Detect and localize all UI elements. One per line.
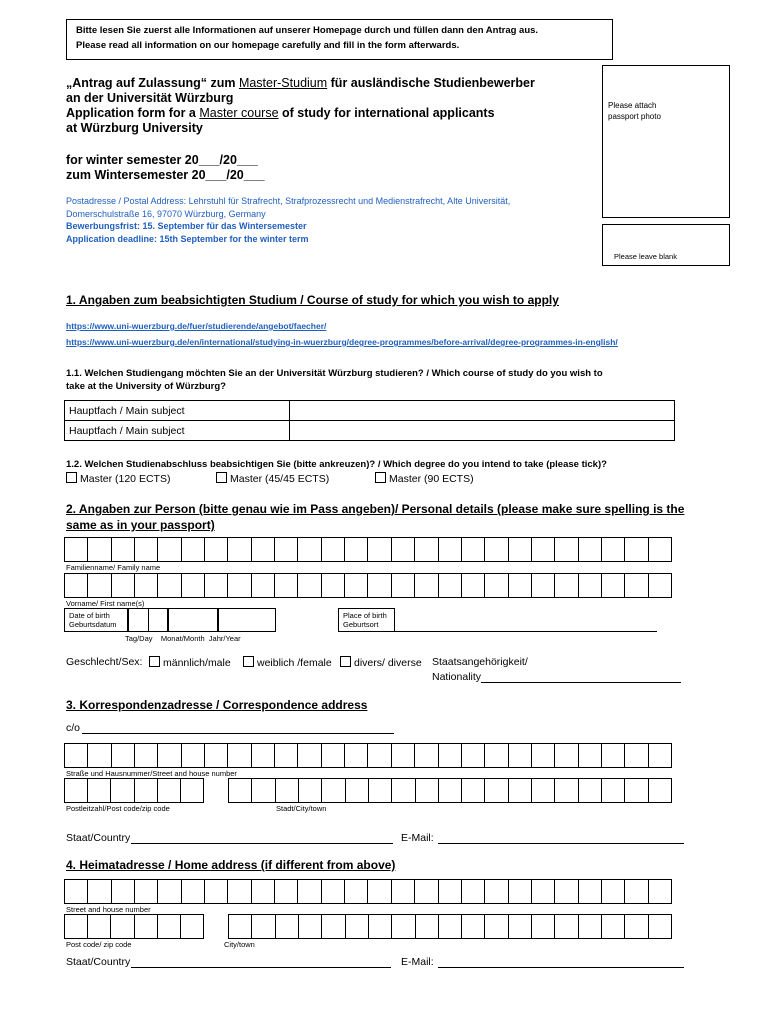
section2-heading: 2. Angaben zur Person (bitte genau wie im Pass angeben)/ Personal details (please make sure spelling is the same as in your passport) (66, 502, 685, 532)
subject-table (64, 400, 675, 441)
char-box[interactable] (509, 744, 532, 767)
char-box[interactable] (158, 538, 181, 561)
char-box[interactable] (252, 744, 275, 767)
char-box[interactable] (579, 880, 602, 903)
char-box[interactable] (392, 915, 415, 938)
char-box[interactable] (65, 779, 88, 802)
char-box[interactable] (649, 915, 671, 938)
nationality-field[interactable] (481, 682, 681, 683)
char-box[interactable] (392, 880, 415, 903)
city-label: Stadt/City/town (276, 804, 327, 813)
char-box[interactable] (625, 779, 648, 802)
char-box[interactable] (462, 880, 485, 903)
char-box[interactable] (135, 744, 158, 767)
char-box[interactable] (368, 574, 391, 597)
gender-diverse-option[interactable]: divers/ diverse (340, 656, 422, 669)
home-street-boxes[interactable] (64, 879, 672, 904)
dob-day-boxes[interactable] (128, 608, 168, 632)
char-box[interactable] (649, 574, 671, 597)
char-box[interactable] (252, 915, 275, 938)
char-box[interactable] (509, 779, 532, 802)
char-box[interactable] (111, 915, 134, 938)
char-box[interactable] (439, 574, 462, 597)
char-box[interactable] (462, 744, 485, 767)
char-box[interactable] (112, 574, 135, 597)
char-box[interactable] (625, 574, 648, 597)
char-box[interactable] (555, 538, 578, 561)
home-email-field[interactable] (438, 967, 684, 968)
subject-label: Hauptfach / Main subject (65, 401, 290, 421)
subject-label: Hauptfach / Main subject (65, 421, 290, 441)
char-box[interactable] (462, 915, 485, 938)
notice-english: Please read all information on our homepage carefully and fill in the form afterwards. (76, 40, 460, 51)
home-street-label: Street and house number (66, 905, 151, 914)
nationality-label-1: Staatsangehörigkeit/ (432, 656, 528, 668)
char-box[interactable] (298, 538, 321, 561)
city-boxes[interactable] (228, 778, 672, 803)
char-box[interactable] (275, 880, 298, 903)
char-box[interactable] (275, 574, 298, 597)
pob-label-box: Place of birth Geburtsort (338, 608, 395, 632)
char-box[interactable] (416, 915, 439, 938)
char-box[interactable] (392, 538, 415, 561)
char-box[interactable] (228, 574, 251, 597)
char-box[interactable] (88, 744, 111, 767)
char-box[interactable] (345, 744, 368, 767)
char-box[interactable] (181, 779, 203, 802)
char-box[interactable] (602, 744, 625, 767)
dob-month-boxes[interactable] (168, 608, 218, 632)
char-box[interactable] (252, 538, 275, 561)
question-1-2: 1.2. Welchen Studienabschluss beabsichtigen Sie (bitte ankreuzen)? / Which degree do you intend to take (please tick)? (66, 459, 607, 470)
char-box[interactable] (228, 880, 251, 903)
char-box[interactable] (462, 538, 485, 561)
form-title: „Antrag auf Zulassung“ zum Master-Studium für ausländische Studienbewerber an der Universität Würzburg Application form for a Master course of study for international applicants at Würzburg University (66, 76, 535, 135)
char-box[interactable] (625, 538, 648, 561)
section4-heading: 4. Heimatadresse / Home address (if different from above) (66, 858, 396, 872)
char-box[interactable] (485, 779, 508, 802)
street-boxes[interactable] (64, 743, 672, 768)
char-box[interactable] (485, 880, 508, 903)
char-box[interactable] (65, 744, 88, 767)
char-box[interactable] (439, 744, 462, 767)
char-box[interactable] (252, 574, 275, 597)
home-email-label: E-Mail: (401, 956, 434, 968)
char-box[interactable] (252, 880, 275, 903)
char-box[interactable] (392, 574, 415, 597)
degree-option-3[interactable]: Master (90 ECTS) (375, 472, 474, 485)
char-box[interactable] (555, 574, 578, 597)
char-box[interactable] (462, 779, 485, 802)
first-name-label: Vorname/ First name(s) (66, 599, 145, 608)
question-1-1: 1.1. Welchen Studiengang möchten Sie an der Universität Würzburg studieren? / Which course of study do you wish to take at the University of Würzburg? (66, 368, 603, 392)
char-box[interactable] (532, 574, 555, 597)
home-postcode-label: Post code/ zip code (66, 940, 132, 949)
char-box[interactable] (65, 915, 88, 938)
char-box[interactable] (275, 744, 298, 767)
char-box[interactable] (182, 538, 205, 561)
char-box[interactable] (602, 574, 625, 597)
char-box[interactable] (158, 915, 181, 938)
degree-option-1[interactable]: Master (120 ECTS) (66, 472, 170, 485)
link-subjects[interactable]: https://www.uni-wuerzburg.de/fuer/studierende/angebot/faecher/ (66, 321, 327, 331)
notice-box (66, 19, 613, 60)
pob-field[interactable] (395, 631, 657, 632)
char-box[interactable] (88, 915, 111, 938)
char-box[interactable] (532, 744, 555, 767)
char-box[interactable] (228, 538, 251, 561)
char-box[interactable] (65, 538, 88, 561)
char-box[interactable] (135, 574, 158, 597)
char-box[interactable] (485, 744, 508, 767)
office-use-box: Please leave blank (602, 224, 730, 266)
semester-lines: for winter semester 20___/20___ zum Wintersemester 20___/20___ (66, 153, 265, 182)
char-box[interactable] (158, 779, 181, 802)
char-box[interactable] (649, 538, 671, 561)
char-box[interactable] (415, 744, 438, 767)
char-box[interactable] (158, 880, 181, 903)
char-box[interactable] (509, 915, 532, 938)
char-box[interactable] (555, 915, 578, 938)
char-box[interactable] (229, 915, 252, 938)
notice-german: Bitte lesen Sie zuerst alle Informationen auf unserer Homepage durch und füllen dann den Antrag aus. (76, 25, 539, 36)
char-box[interactable] (602, 880, 625, 903)
dob-parts-label: Tag/Day Monat/Month Jahr/Year (125, 634, 241, 643)
gender-female-option[interactable]: weiblich /female (243, 656, 332, 669)
street-label: Straße und Hausnummer/Street and house number (66, 769, 237, 778)
char-box[interactable] (229, 779, 252, 802)
char-box[interactable] (205, 574, 228, 597)
co-field[interactable] (82, 733, 394, 734)
postcode-label: Postleitzahl/Post code/zip code (66, 804, 170, 813)
char-box[interactable] (182, 574, 205, 597)
gender-checkbox[interactable] (243, 656, 254, 667)
char-box[interactable] (602, 779, 625, 802)
char-box[interactable] (298, 744, 321, 767)
char-box[interactable] (276, 779, 299, 802)
char-box[interactable] (181, 915, 203, 938)
char-box[interactable] (369, 779, 392, 802)
postcode-boxes[interactable] (64, 778, 204, 803)
email-field[interactable] (438, 843, 684, 844)
char-box[interactable] (112, 744, 135, 767)
char-box[interactable] (555, 779, 578, 802)
dob-year-boxes[interactable] (218, 608, 276, 632)
char-box[interactable] (439, 779, 462, 802)
char-box[interactable] (129, 609, 149, 631)
char-box[interactable] (65, 574, 88, 597)
char-box[interactable] (439, 915, 462, 938)
char-box[interactable] (485, 915, 508, 938)
char-box[interactable] (322, 744, 345, 767)
char-box[interactable] (322, 538, 345, 561)
char-box[interactable] (252, 779, 275, 802)
char-box[interactable] (135, 538, 158, 561)
char-box[interactable] (415, 880, 438, 903)
char-box[interactable] (205, 538, 228, 561)
char-box[interactable] (439, 538, 462, 561)
char-box[interactable] (439, 880, 462, 903)
char-box[interactable] (112, 880, 135, 903)
char-box[interactable] (298, 574, 321, 597)
degree-option-2[interactable]: Master (45/45 ECTS) (216, 472, 329, 485)
gender-male-option[interactable]: männlich/male (149, 656, 231, 669)
char-box[interactable] (88, 538, 111, 561)
char-box[interactable] (169, 609, 217, 631)
char-box[interactable] (205, 744, 228, 767)
char-box[interactable] (346, 915, 369, 938)
char-box[interactable] (298, 880, 321, 903)
char-box[interactable] (276, 915, 299, 938)
char-box[interactable] (649, 744, 671, 767)
char-box[interactable] (345, 880, 368, 903)
char-box[interactable] (112, 538, 135, 561)
char-box[interactable] (579, 574, 602, 597)
gender-checkbox[interactable] (340, 656, 351, 667)
char-box[interactable] (416, 779, 439, 802)
email-label: E-Mail: (401, 832, 434, 844)
char-box[interactable] (135, 779, 158, 802)
char-box[interactable] (509, 574, 532, 597)
char-box[interactable] (182, 880, 205, 903)
char-box[interactable] (368, 880, 391, 903)
char-box[interactable] (625, 915, 648, 938)
country-label: Staat/Country (66, 832, 131, 844)
char-box[interactable] (111, 779, 134, 802)
first-name-boxes[interactable] (64, 573, 672, 598)
char-box[interactable] (149, 609, 168, 631)
char-box[interactable] (625, 880, 648, 903)
char-box[interactable] (415, 574, 438, 597)
co-label: c/o (66, 722, 81, 734)
char-box[interactable] (625, 744, 648, 767)
home-country-label: Staat/Country (66, 956, 131, 968)
char-box[interactable] (88, 574, 111, 597)
char-box[interactable] (579, 538, 602, 561)
section3-heading: 3. Korrespondenzadresse / Correspondence address (66, 698, 368, 712)
gender-label: Geschlecht/Sex: (66, 656, 143, 668)
family-name-boxes[interactable] (64, 537, 672, 562)
char-box[interactable] (368, 538, 391, 561)
subject-field-2[interactable] (290, 421, 675, 441)
char-box[interactable] (88, 779, 111, 802)
char-box[interactable] (555, 744, 578, 767)
char-box[interactable] (65, 880, 88, 903)
char-box[interactable] (228, 744, 251, 767)
char-box[interactable] (485, 538, 508, 561)
postal-address: Postadresse / Postal Address: Lehrstuhl für Strafrecht, Strafprozessrecht und Medienstrafrecht, Alte Universität, Domerschulstraße 16, 97070 Würzburg, Germany Bewerbungsfrist: 15. September für das Wintersemester Application deadline: 15th September for the winter term (66, 196, 511, 244)
char-box[interactable] (649, 779, 671, 802)
char-box[interactable] (205, 880, 228, 903)
family-name-label: Familienname/ Family name (66, 563, 161, 572)
char-box[interactable] (219, 609, 275, 631)
subject-field-1[interactable] (290, 401, 675, 421)
char-box[interactable] (182, 744, 205, 767)
char-box[interactable] (275, 538, 298, 561)
char-box[interactable] (555, 880, 578, 903)
char-box[interactable] (135, 915, 158, 938)
char-box[interactable] (509, 880, 532, 903)
char-box[interactable] (299, 779, 322, 802)
char-box[interactable] (369, 915, 392, 938)
char-box[interactable] (649, 880, 671, 903)
char-box[interactable] (322, 915, 345, 938)
char-box[interactable] (602, 915, 625, 938)
subject-row (65, 401, 675, 421)
nationality-label-2: Nationality (432, 671, 482, 683)
char-box[interactable] (345, 538, 368, 561)
char-box[interactable] (532, 779, 555, 802)
country-field[interactable] (131, 843, 393, 844)
degree-checkbox[interactable] (216, 472, 227, 483)
char-box[interactable] (415, 538, 438, 561)
passport-photo-box[interactable]: Please attach passport photo (602, 65, 730, 218)
home-city-label: City/town (224, 940, 255, 949)
char-box[interactable] (368, 744, 391, 767)
char-box[interactable] (322, 574, 345, 597)
char-box[interactable] (88, 880, 111, 903)
char-box[interactable] (345, 574, 368, 597)
char-box[interactable] (392, 744, 415, 767)
home-country-field[interactable] (131, 967, 391, 968)
char-box[interactable] (602, 538, 625, 561)
char-box[interactable] (579, 915, 602, 938)
char-box[interactable] (346, 779, 369, 802)
home-city-boxes[interactable] (228, 914, 672, 939)
char-box[interactable] (485, 574, 508, 597)
degree-checkbox[interactable] (66, 472, 77, 483)
char-box[interactable] (462, 574, 485, 597)
char-box[interactable] (392, 779, 415, 802)
char-box[interactable] (135, 880, 158, 903)
char-box[interactable] (158, 744, 181, 767)
degree-checkbox[interactable] (375, 472, 386, 483)
char-box[interactable] (579, 779, 602, 802)
link-english-programmes[interactable]: https://www.uni-wuerzburg.de/en/international/studying-in-wuerzburg/degree-programmes/before-arrival/degree-programmes-in-english/ (66, 337, 618, 347)
gender-checkbox[interactable] (149, 656, 160, 667)
char-box[interactable] (322, 880, 345, 903)
char-box[interactable] (532, 538, 555, 561)
subject-row (65, 421, 675, 441)
char-box[interactable] (579, 744, 602, 767)
char-box[interactable] (299, 915, 322, 938)
home-postcode-boxes[interactable] (64, 914, 204, 939)
section1-heading: 1. Angaben zum beabsichtigten Studium / Course of study for which you wish to apply (66, 293, 559, 307)
char-box[interactable] (532, 880, 555, 903)
char-box[interactable] (509, 538, 532, 561)
char-box[interactable] (322, 779, 345, 802)
char-box[interactable] (532, 915, 555, 938)
dob-label-box: Date of birth Geburtsdatum (64, 608, 128, 632)
char-box[interactable] (158, 574, 181, 597)
